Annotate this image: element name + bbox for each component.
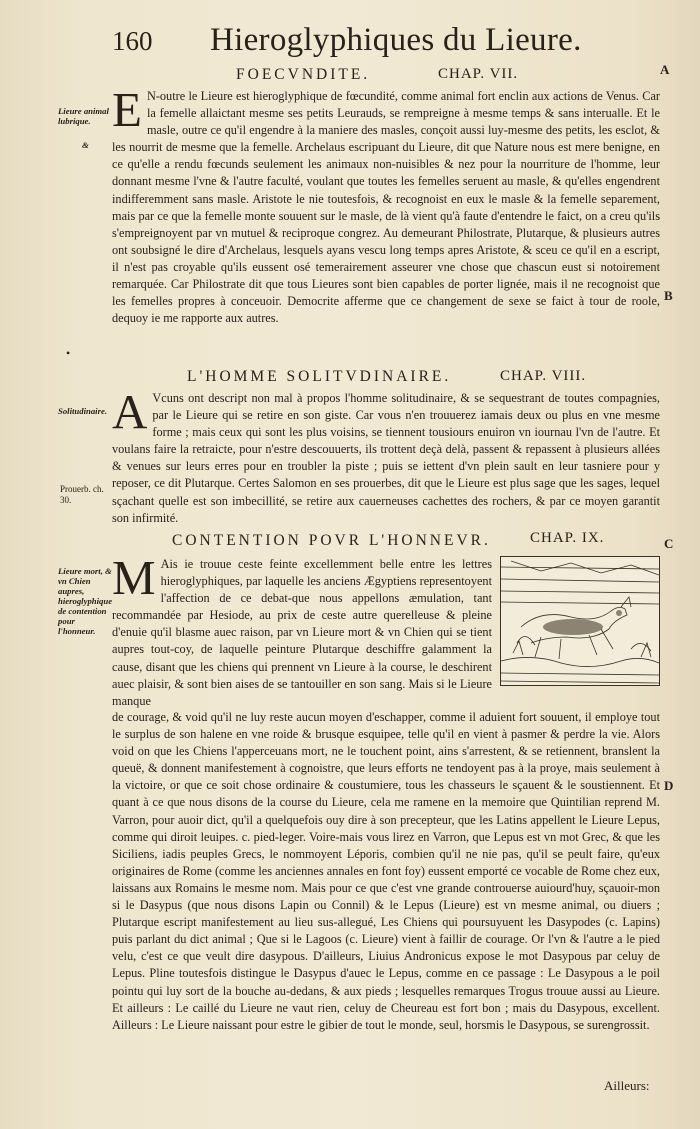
bullet-mark: •: [66, 346, 71, 360]
margin-letter-a: A: [660, 62, 670, 77]
paragraph-3-text: de courage, & void qu'il ne luy reste aucun moyen d'eschapper, comme il aduient fort souuent, il employe tout le surplus de son halene en vne roide & brusque esquipee, telle qu'il en vient à pasmer & perdre la vie. Alors void on que les Chiens l'apperceuans mort, ne le touchent point, ains s'arrestent, & se retiennent, branslent la queuë, & donnent manifestement à cognoistre, que leurs efforts ne tendoyent pas à la proye, mais seulement à la victoire, or que ce soit chose ordinaire & coustumiere, tous les chasseurs le sçauent & le soustiennent. Et quant à ce que nous disons de la course du Lieure, cela me ramene en la memoire que Quintilian reprend M. Varron, pour auoir dict, qu'il a quelquefois ouy dire à son precepteur, que les Latins appellent le Lieure Lepus, comme qui diroit leuipes. c. pied-leger. Voire-mais vous lirez en Varron, que Lepus est vn mot Grec, & que les Siciliens, iadis peuples Grecs, le nommoyent Léporis, combien qu'il ne nie pas, qu'il se peult faire, qu'eux originaires de Rome (comme les anciennes annales en font foy) eussent emporté ce vocable de Rome chez eux, laissans aux Romains le mesme nom. Mais pour ce que c'est vne grande controuerse auiourd'huy, sçauoir-mon si le Dasypus (que nous disons Lapin ou Connil) & le Lepus (Lieure) est vn mesme animal, ou diuers ; Plutarque escript manifestement au lieu sus-allegué, Les Chiens qui poursuyuent les Dasypodes (c. Lapins) puis parlant du dict animal ; Que si le Lagoos (c. Lieure) vient à faillir de courage. Or l'vn & l'autre a le pied velu, c'est ce que veult dire dasypous. D'ailleurs, Liuius Andronicus expose le mot Dasypous par celuy de Lepus. Pline toutesfois distingue le Dasypus d'auec le Lepus, comme en ce passage : Le Dasypous a le poil pointu qui luy sort de la bouche au-dedans, & aux pieds ; lesquelles remarques Trogus trouue aussi au Lieure. Et ailleurs : Le caillé du Lieure ne vaut rien, celuy de Cheureau est fort bon ; mais du Dasypous, excellent. Ailleurs : Le Lieure naissant pour estre le gibier de tout le monde, seul, horsmis le Dasypous, se surengrossit.: [112, 710, 660, 1032]
paragraph-2-text: Vcuns ont descript non mal à propos l'homme solitudinaire, & se sequestrant de toutes compagnies, par le Lieure qui se retire en son giste. Car vous n'en trouuerez iamais deux ou plus en vne mesme forme ; mais ceux qui sont les plus voisins, se tiennent tousiours enuiron vn iournau l'vn de l'autre. Et voulans faire la retraicte, pour n'estre descouuerts, ils trottent deçà delà, passent & repassent à plusieurs allées & venues sur leurs erres pour en troubler la piste ; puis se iettent d'vn plein sault en leur tasniere pour y reposer, ce dit Plutarque. Certes Salomon en ses prouerbes, dit que le Lieure est plus sage que les sages, lequel sçachant quelle est son imbecillité, se retire aux cauerneuses cachettes des rochers, & par ce moyen garantit son infirmité.: [112, 391, 660, 525]
running-title: Hieroglyphiques du Lieure.: [210, 22, 582, 58]
section-title-1: FOECVNDITE.: [236, 66, 371, 83]
chapter-label-2: CHAP. VIII.: [500, 368, 587, 384]
paragraph-2: [112, 384, 660, 527]
woodcut-illustration: [501, 557, 659, 685]
margin-note-3: Lieure mort, & vn Chien aupres, hieroglyphique de contention pour l'honneur.: [58, 566, 113, 636]
margin-letter-d: D: [664, 778, 674, 793]
chapter-label-3: CHAP. IX.: [530, 530, 605, 546]
margin-letter-b: B: [664, 288, 673, 303]
paragraph-3-narrow-text: Ais ie trouue ceste feinte excellemment belle entre les lettres hieroglyphiques, par laquelle les anciens Ægyptiens representoyent l'affection de ce debat-que nous appellons æmulation, tant recommandée par Hesiode, au prix de ceste autre querelleuse & pleine d'enuie qu'il blasme auec raison, par vn Lieure mort & vn Chien qui se tient aupres tout-coy, de laquelle peinture Plutarque deschiffre galamment la cause, disant que les chiens qui prennent vn Lieure à la course, le deschirent auec plaisir, & sont bien aises de se tantouiller en son sang. Mais si le Lieure manque: [112, 557, 492, 708]
page-number: 160: [112, 26, 153, 56]
margin-letter-c: C: [664, 536, 674, 551]
chapter-label-1: CHAP. VII.: [438, 66, 519, 82]
dropcap-3: M: [112, 550, 156, 605]
section-title-3: CONTENTION POVR L'HONNEVR.: [172, 532, 491, 549]
paragraph-3: [112, 709, 660, 1034]
dropcap-1: E: [112, 82, 142, 137]
margin-ref-proverbs: Prouerb. ch. 30.: [60, 484, 104, 505]
paragraph-1-text: N-outre le Lieure est hieroglyphique de fœcundité, comme animal fort enclin aux actions de Venus. Car la femelle allaictant mesme ses petits Leurauds, se rempreigne à mesme temps & sans interualle. Et le masle, outre ce qu'il engendre à la maniere des masles, conçoit aussi luy-mesme des petits, les esclot, & les nourrit de mesme que la femelle. Archelaus escripuant du Lieure, dit que Nature nous est mere benigne, en ce qu'elle a rendu fœcunds seulement les animaux non-nuisibles & nez pour la nourriture de l'homme, leur donnant mesme l'vne & l'autre faculté, voulant que toutes les femelles seruent au masle, & qu'elles engendrent indifferemment sans masle. Aristote le nie toutesfois, & recognoist en eux le masle & la femelle separement, mais par ce que la femelle monte souuent sur le masle, de là vient qu'à faute d'entendre le faict, on a creu qu'ils s'empreignoyent par vn mutuel & reciproque congrez. Au demeurant Philostrate, Plutarque, & plusieurs autres ont soubsigné le dire d'Archelaus, lesquels ayans vescu long temps apres Aristote, & sceu ce qu'il en a escript, il n'est pas croyable qu'ils eussent osé temerairement asseurer vne chose que chascun eust si notoirement remarquée. Car Philostrate dit que tous Lieures sont bien capables de porter lignée, mais il ne recognoist que les femelles propres à conceuoir. Democrite afferme que ce changement de sexe se faict à tour de roole, dequoy ie me rapporte aux autres.: [112, 89, 660, 326]
margin-note-1: Lieure animal lubrique.: [58, 106, 109, 126]
margin-note-2: Solitudinaire.: [58, 406, 108, 416]
catchword: Ailleurs:: [604, 1078, 650, 1093]
margin-mark-1: &: [82, 140, 89, 150]
section-title-2: L'HOMME SOLITVDINAIRE.: [187, 368, 452, 385]
paragraph-1: [112, 82, 660, 327]
hare-and-dog-woodcut: [500, 556, 660, 686]
paragraph-3-narrow: [112, 550, 492, 710]
dropcap-2: A: [112, 384, 148, 439]
